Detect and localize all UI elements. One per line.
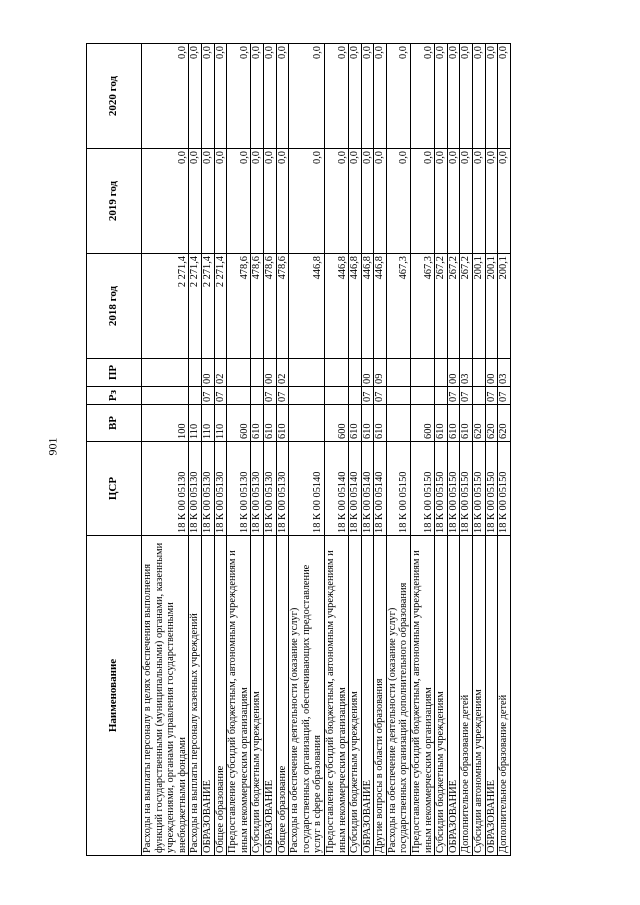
cell-pr: 00 bbox=[263, 359, 276, 387]
cell-name: Субсидии бюджетным учреждениям bbox=[435, 536, 448, 856]
cell-pr: 09 bbox=[374, 359, 387, 387]
cell-2020: 0,0 bbox=[142, 44, 189, 149]
cell-vr: 610 bbox=[276, 405, 289, 442]
cell-rz bbox=[189, 387, 202, 405]
cell-name: Расходы на выплаты персоналу казенных учреждений bbox=[189, 536, 202, 856]
cell-csr: 18 К 00 05150 bbox=[485, 442, 498, 536]
cell-vr: 610 bbox=[251, 405, 264, 442]
cell-pr: 00 bbox=[447, 359, 460, 387]
table-row bbox=[214, 44, 227, 856]
cell-2019: 0,0 bbox=[460, 149, 473, 254]
cell-name: Субсидии бюджетным учреждениям bbox=[251, 536, 264, 856]
cell-2020: 0,0 bbox=[498, 44, 511, 149]
cell-pr bbox=[324, 359, 348, 387]
cell-2019: 0,0 bbox=[289, 149, 325, 254]
table-row bbox=[473, 44, 486, 856]
cell-2020: 0,0 bbox=[473, 44, 486, 149]
cell-vr bbox=[289, 405, 325, 442]
cell-2018: 2 271,4 bbox=[142, 254, 189, 359]
cell-2020: 0,0 bbox=[189, 44, 202, 149]
table-row bbox=[386, 44, 410, 856]
cell-rz bbox=[349, 387, 362, 405]
cell-2019: 0,0 bbox=[214, 149, 227, 254]
cell-name: Расходы на обеспечение деятельности (оказание услуг) государственных организаций, обеспечивающих предоставление услуг в сфере образования bbox=[289, 536, 325, 856]
cell-vr: 110 bbox=[201, 405, 214, 442]
cell-2018: 267,2 bbox=[447, 254, 460, 359]
cell-2019: 0,0 bbox=[485, 149, 498, 254]
table-row bbox=[485, 44, 498, 856]
header-2020: 2020 год bbox=[87, 44, 142, 149]
cell-csr: 18 К 00 05140 bbox=[349, 442, 362, 536]
cell-2019: 0,0 bbox=[386, 149, 410, 254]
cell-csr: 18 К 00 05130 bbox=[142, 442, 189, 536]
cell-csr: 18 К 00 05150 bbox=[473, 442, 486, 536]
cell-name: ОБРАЗОВАНИЕ bbox=[201, 536, 214, 856]
cell-2018: 478,6 bbox=[251, 254, 264, 359]
cell-2018: 200,1 bbox=[473, 254, 486, 359]
cell-2020: 0,0 bbox=[447, 44, 460, 149]
cell-rz bbox=[324, 387, 348, 405]
cell-rz bbox=[142, 387, 189, 405]
budget-table bbox=[86, 43, 511, 856]
cell-name: ОБРАЗОВАНИЕ bbox=[361, 536, 374, 856]
cell-2018: 2 271,4 bbox=[201, 254, 214, 359]
cell-2020: 0,0 bbox=[251, 44, 264, 149]
cell-rz: 07 bbox=[201, 387, 214, 405]
header-row bbox=[87, 44, 142, 856]
cell-rz bbox=[411, 387, 435, 405]
cell-2019: 0,0 bbox=[349, 149, 362, 254]
cell-name: Предоставление субсидий бюджетным, автономным учреждениям и иным некоммерческим организациям bbox=[227, 536, 251, 856]
cell-2019: 0,0 bbox=[324, 149, 348, 254]
cell-2020: 0,0 bbox=[324, 44, 348, 149]
cell-rz: 07 bbox=[214, 387, 227, 405]
cell-csr: 18 К 00 05150 bbox=[411, 442, 435, 536]
cell-2018: 478,6 bbox=[276, 254, 289, 359]
cell-name: ОБРАЗОВАНИЕ bbox=[485, 536, 498, 856]
cell-csr: 18 К 00 05130 bbox=[214, 442, 227, 536]
cell-name: Расходы на выплаты персоналу в целях обеспечения выполнения функций государственными (муниципальными) органами, казенными учреждениями, органами управления государственными внебюджетными фондами bbox=[142, 536, 189, 856]
table-row bbox=[276, 44, 289, 856]
cell-2019: 0,0 bbox=[447, 149, 460, 254]
table-row bbox=[411, 44, 435, 856]
cell-2020: 0,0 bbox=[435, 44, 448, 149]
cell-2020: 0,0 bbox=[276, 44, 289, 149]
cell-pr bbox=[142, 359, 189, 387]
cell-rz: 07 bbox=[498, 387, 511, 405]
cell-2019: 0,0 bbox=[263, 149, 276, 254]
header-csr: ЦСР bbox=[87, 442, 142, 536]
budget-table-sheet bbox=[86, 44, 556, 856]
cell-csr: 18 К 00 05150 bbox=[386, 442, 410, 536]
cell-rz bbox=[473, 387, 486, 405]
cell-rz bbox=[289, 387, 325, 405]
cell-pr bbox=[473, 359, 486, 387]
cell-rz: 07 bbox=[485, 387, 498, 405]
cell-2020: 0,0 bbox=[349, 44, 362, 149]
cell-csr: 18 К 00 05130 bbox=[263, 442, 276, 536]
cell-2019: 0,0 bbox=[473, 149, 486, 254]
cell-csr: 18 К 00 05140 bbox=[289, 442, 325, 536]
cell-vr: 600 bbox=[227, 405, 251, 442]
cell-rz: 07 bbox=[361, 387, 374, 405]
cell-rz: 07 bbox=[447, 387, 460, 405]
table-row bbox=[142, 44, 189, 856]
cell-pr bbox=[289, 359, 325, 387]
cell-2018: 478,6 bbox=[227, 254, 251, 359]
cell-2018: 467,3 bbox=[411, 254, 435, 359]
cell-2019: 0,0 bbox=[251, 149, 264, 254]
cell-2019: 0,0 bbox=[411, 149, 435, 254]
cell-vr: 610 bbox=[460, 405, 473, 442]
header-2019: 2019 год bbox=[87, 149, 142, 254]
table-row bbox=[460, 44, 473, 856]
cell-csr: 18 К 00 05130 bbox=[201, 442, 214, 536]
cell-rz: 07 bbox=[374, 387, 387, 405]
cell-2018: 200,1 bbox=[485, 254, 498, 359]
cell-2018: 200,1 bbox=[498, 254, 511, 359]
cell-name: Дополнительное образование детей bbox=[460, 536, 473, 856]
cell-csr: 18 К 00 05130 bbox=[227, 442, 251, 536]
cell-2018: 467,3 bbox=[386, 254, 410, 359]
cell-vr: 610 bbox=[361, 405, 374, 442]
cell-rz bbox=[386, 387, 410, 405]
cell-2020: 0,0 bbox=[227, 44, 251, 149]
cell-2020: 0,0 bbox=[289, 44, 325, 149]
cell-2020: 0,0 bbox=[485, 44, 498, 149]
table-row bbox=[435, 44, 448, 856]
cell-name: ОБРАЗОВАНИЕ bbox=[447, 536, 460, 856]
cell-2018: 446,8 bbox=[324, 254, 348, 359]
cell-2019: 0,0 bbox=[374, 149, 387, 254]
table-row bbox=[324, 44, 348, 856]
cell-2020: 0,0 bbox=[201, 44, 214, 149]
cell-name: Предоставление субсидий бюджетным, автономным учреждениям и иным некоммерческим организациям bbox=[324, 536, 348, 856]
cell-2020: 0,0 bbox=[460, 44, 473, 149]
cell-2018: 446,8 bbox=[374, 254, 387, 359]
cell-vr: 620 bbox=[498, 405, 511, 442]
rotated-table-container bbox=[86, 44, 556, 856]
table-row bbox=[263, 44, 276, 856]
cell-name: Дополнительное образование детей bbox=[498, 536, 511, 856]
cell-2020: 0,0 bbox=[361, 44, 374, 149]
cell-name: Другие вопросы в области образования bbox=[374, 536, 387, 856]
cell-rz: 07 bbox=[276, 387, 289, 405]
cell-vr: 610 bbox=[349, 405, 362, 442]
cell-pr: 00 bbox=[201, 359, 214, 387]
cell-name: Общее образование bbox=[214, 536, 227, 856]
cell-2018: 446,8 bbox=[361, 254, 374, 359]
header-pr: ПР bbox=[87, 359, 142, 387]
table-row bbox=[189, 44, 202, 856]
table-row bbox=[349, 44, 362, 856]
cell-csr: 18 К 00 05150 bbox=[435, 442, 448, 536]
cell-name: Общее образование bbox=[276, 536, 289, 856]
cell-2019: 0,0 bbox=[227, 149, 251, 254]
header-2018: 2018 год bbox=[87, 254, 142, 359]
cell-pr bbox=[435, 359, 448, 387]
cell-2019: 0,0 bbox=[142, 149, 189, 254]
header-rz: Рз bbox=[87, 387, 142, 405]
cell-csr: 18 К 00 05140 bbox=[361, 442, 374, 536]
cell-2019: 0,0 bbox=[435, 149, 448, 254]
table-row bbox=[251, 44, 264, 856]
cell-pr bbox=[227, 359, 251, 387]
cell-csr: 18 К 00 05130 bbox=[251, 442, 264, 536]
cell-rz: 07 bbox=[263, 387, 276, 405]
cell-rz bbox=[251, 387, 264, 405]
cell-vr: 610 bbox=[447, 405, 460, 442]
cell-2019: 0,0 bbox=[201, 149, 214, 254]
cell-2020: 0,0 bbox=[386, 44, 410, 149]
cell-vr bbox=[386, 405, 410, 442]
cell-vr: 100 bbox=[142, 405, 189, 442]
cell-2019: 0,0 bbox=[276, 149, 289, 254]
cell-pr bbox=[251, 359, 264, 387]
cell-pr: 03 bbox=[460, 359, 473, 387]
cell-name: ОБРАЗОВАНИЕ bbox=[263, 536, 276, 856]
cell-2020: 0,0 bbox=[374, 44, 387, 149]
cell-pr bbox=[189, 359, 202, 387]
cell-pr: 03 bbox=[498, 359, 511, 387]
header-vr: ВР bbox=[87, 405, 142, 442]
cell-pr: 00 bbox=[485, 359, 498, 387]
table-row bbox=[374, 44, 387, 856]
cell-2018: 446,8 bbox=[349, 254, 362, 359]
page-number: 901 bbox=[45, 437, 60, 456]
cell-vr: 610 bbox=[374, 405, 387, 442]
cell-name: Субсидии бюджетным учреждениям bbox=[349, 536, 362, 856]
cell-vr: 600 bbox=[411, 405, 435, 442]
cell-2019: 0,0 bbox=[498, 149, 511, 254]
cell-rz bbox=[435, 387, 448, 405]
cell-2019: 0,0 bbox=[361, 149, 374, 254]
cell-csr: 18 К 00 05150 bbox=[460, 442, 473, 536]
cell-csr: 18 К 00 05140 bbox=[374, 442, 387, 536]
cell-2018: 267,2 bbox=[435, 254, 448, 359]
cell-pr: 02 bbox=[214, 359, 227, 387]
cell-2019: 0,0 bbox=[189, 149, 202, 254]
cell-name: Предоставление субсидий бюджетным, автономным учреждениям и иным некоммерческим организациям bbox=[411, 536, 435, 856]
cell-pr bbox=[386, 359, 410, 387]
cell-2020: 0,0 bbox=[214, 44, 227, 149]
cell-name: Субсидии автономным учреждениям bbox=[473, 536, 486, 856]
cell-csr: 18 К 00 05130 bbox=[189, 442, 202, 536]
table-row bbox=[201, 44, 214, 856]
cell-csr: 18 К 00 05140 bbox=[324, 442, 348, 536]
cell-vr: 110 bbox=[189, 405, 202, 442]
cell-pr: 00 bbox=[361, 359, 374, 387]
cell-csr: 18 К 00 05130 bbox=[276, 442, 289, 536]
cell-2018: 478,6 bbox=[263, 254, 276, 359]
table-row bbox=[447, 44, 460, 856]
cell-vr: 110 bbox=[214, 405, 227, 442]
cell-2020: 0,0 bbox=[263, 44, 276, 149]
cell-2018: 2 271,4 bbox=[214, 254, 227, 359]
cell-pr bbox=[349, 359, 362, 387]
cell-csr: 18 К 00 05150 bbox=[447, 442, 460, 536]
table-row bbox=[361, 44, 374, 856]
cell-2018: 2 271,4 bbox=[189, 254, 202, 359]
table-row bbox=[289, 44, 325, 856]
cell-2018: 446,8 bbox=[289, 254, 325, 359]
table-body bbox=[142, 44, 511, 856]
cell-2020: 0,0 bbox=[411, 44, 435, 149]
cell-csr: 18 К 00 05150 bbox=[498, 442, 511, 536]
cell-vr: 620 bbox=[485, 405, 498, 442]
cell-pr bbox=[411, 359, 435, 387]
cell-vr: 620 bbox=[473, 405, 486, 442]
table-row bbox=[498, 44, 511, 856]
table-row bbox=[227, 44, 251, 856]
header-name: Наименование bbox=[87, 536, 142, 856]
cell-vr: 600 bbox=[324, 405, 348, 442]
cell-vr: 610 bbox=[263, 405, 276, 442]
cell-vr: 610 bbox=[435, 405, 448, 442]
cell-2018: 267,2 bbox=[460, 254, 473, 359]
cell-rz: 07 bbox=[460, 387, 473, 405]
cell-rz bbox=[227, 387, 251, 405]
cell-name: Расходы на обеспечение деятельности (оказание услуг) государственных организаций дополнительного образования bbox=[386, 536, 410, 856]
cell-pr: 02 bbox=[276, 359, 289, 387]
